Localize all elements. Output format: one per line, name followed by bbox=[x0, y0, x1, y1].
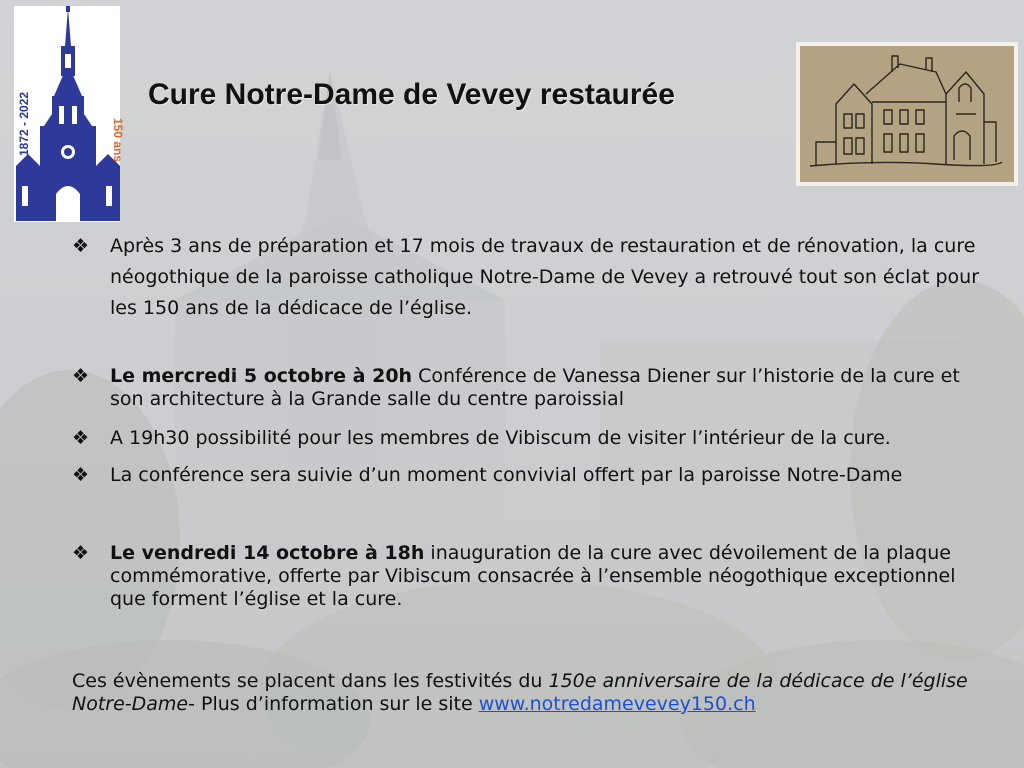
bullet-text: A 19h30 possibilité pour les membres de Vibiscum de visiter l’intérieur de la cure. bbox=[110, 427, 891, 449]
bullet-item bbox=[72, 231, 990, 324]
diamond-bullet-icon: ❖ bbox=[72, 365, 90, 387]
bullet-item bbox=[72, 542, 990, 611]
logo-years-text: 1872 - 2022 bbox=[17, 91, 31, 156]
bullet-item bbox=[72, 365, 990, 411]
bullet-rest-text: Conférence de Vanessa Diener sur l’historie de la cure et son architecture à la Grande salle du centre paroissial bbox=[110, 365, 960, 410]
diamond-bullet-icon: ❖ bbox=[72, 235, 90, 257]
closing-text-start: Ces évènements se placent dans les festivités du bbox=[72, 670, 549, 692]
website-link[interactable]: www.notredamevevey150.ch bbox=[478, 693, 756, 715]
closing-text-middle: - Plus d’information sur le site bbox=[188, 693, 479, 715]
building-sketch-image bbox=[796, 42, 1018, 186]
bullet-bold-date: Le mercredi 5 octobre à 20h bbox=[110, 365, 413, 387]
diamond-bullet-icon: ❖ bbox=[72, 464, 90, 486]
bullet-text: Après 3 ans de préparation et 17 mois de travaux de restauration et de rénovation, la cure néogothique de la paroisse catholique Notre-Dame de Vevey a retrouvé tout son éclat pour les 150 ans de la dédicace de l’église. bbox=[110, 235, 980, 319]
logo-anniversary-text: 150 ans bbox=[111, 118, 125, 163]
diamond-bullet-icon: ❖ bbox=[72, 427, 90, 449]
bullet-text bbox=[110, 365, 990, 411]
bullet-text: La conférence sera suivie d’un moment convivial offert par la paroisse Notre-Dame bbox=[110, 464, 903, 486]
bullet-item bbox=[72, 464, 990, 487]
anniversary-logo bbox=[14, 6, 125, 222]
diamond-bullet-icon: ❖ bbox=[72, 542, 90, 564]
bullet-item bbox=[72, 427, 990, 450]
bullet-bold-date: Le vendredi 14 octobre à 18h bbox=[110, 542, 425, 564]
closing-paragraph bbox=[72, 670, 992, 716]
closing-italic-text: 150e anniversaire de la dédicace de l’église Notre-Dame bbox=[72, 670, 968, 715]
bullet-rest-text: inauguration de la cure avec dévoilement de la plaque commémorative, offerte par Vibiscum consacrée à l’ensemble néogothique exceptionnel que forment l’église et la cure. bbox=[110, 542, 956, 610]
bullet-text bbox=[110, 542, 990, 611]
slide-title: Cure Notre-Dame de Vevey restaurée bbox=[148, 78, 675, 111]
